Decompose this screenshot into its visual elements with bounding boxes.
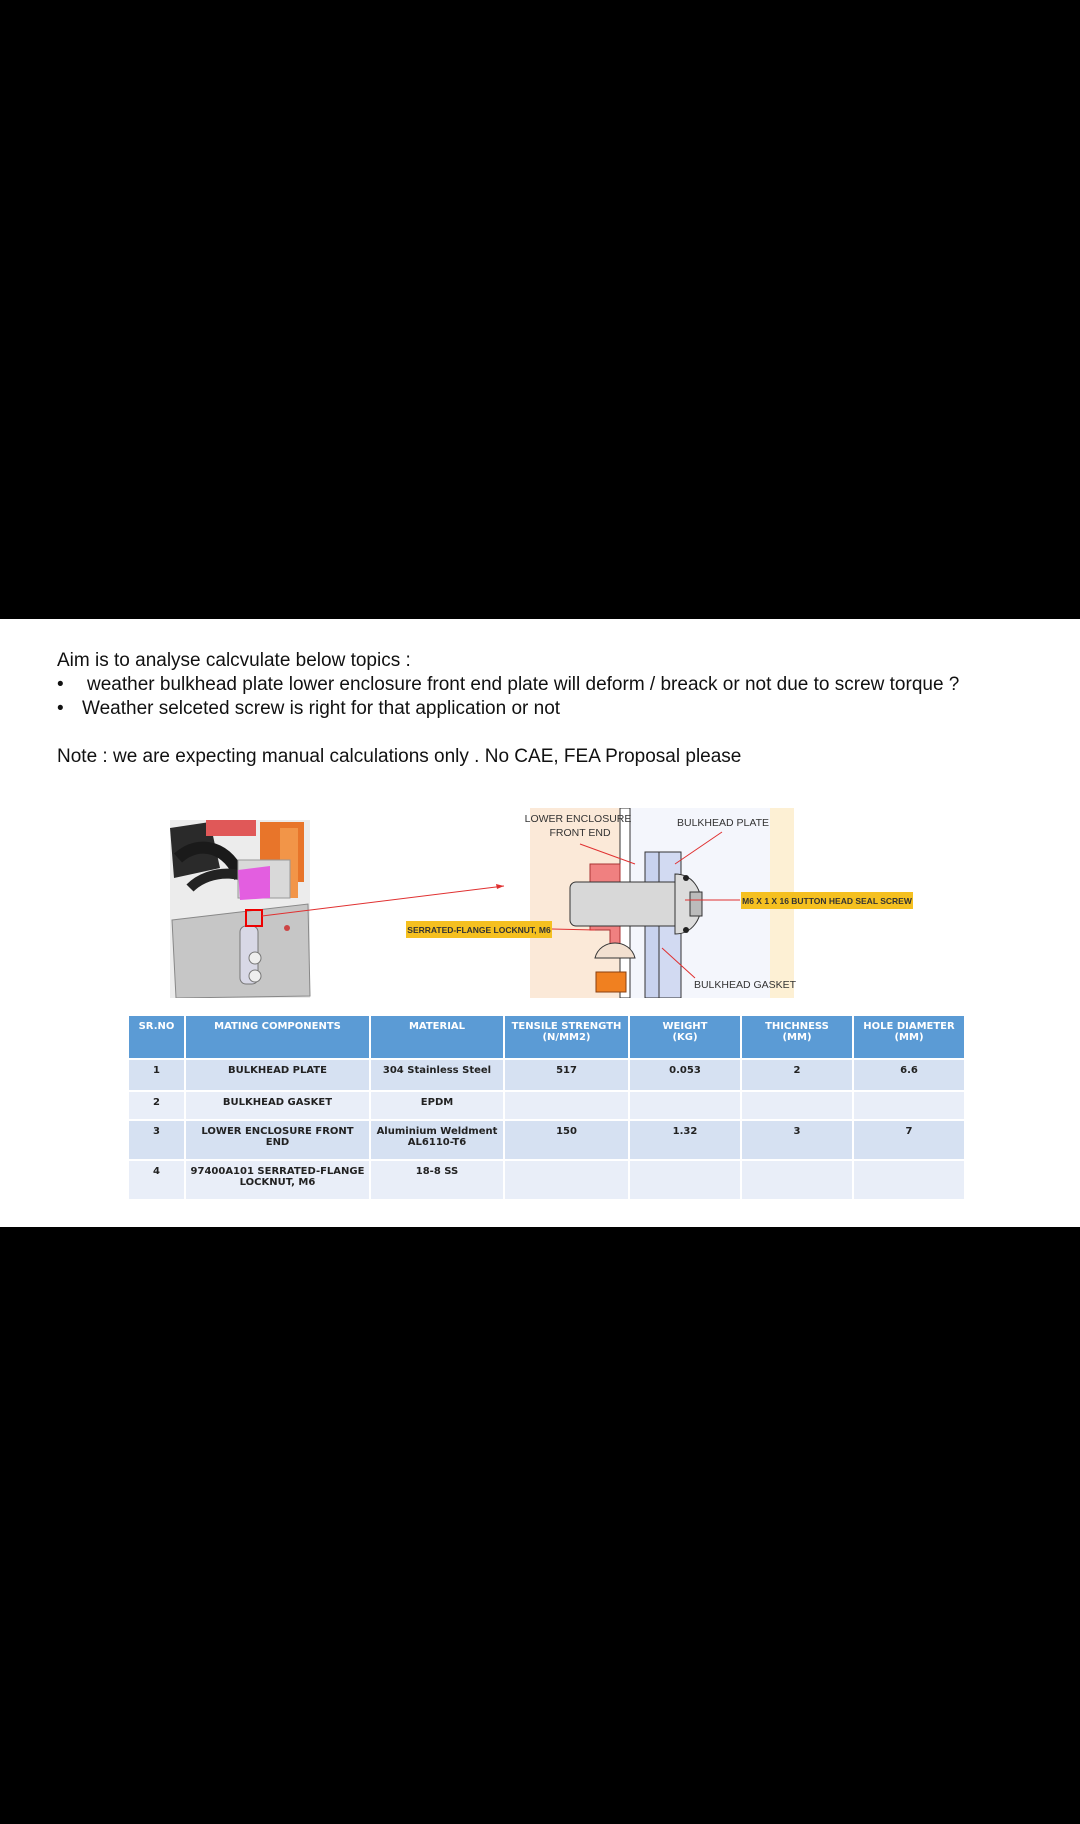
cell-sr: 2: [129, 1092, 184, 1119]
aim-bullet-1: [57, 673, 1057, 697]
cell-hole: [854, 1092, 964, 1119]
header-sr-no: SR.NO: [129, 1016, 184, 1058]
cell-component: LOWER ENCLOSURE FRONT END: [186, 1121, 369, 1159]
label-gasket: BULKHEAD GASKET: [693, 979, 797, 991]
label-screw: M6 X 1 X 16 BUTTON HEAD SEAL SCREW: [742, 896, 912, 906]
header-tensile-strength: TENSILE STRENGTH (N/MM2): [505, 1016, 628, 1058]
cell-hole: 7: [854, 1121, 964, 1159]
cell-tensile: [505, 1161, 628, 1199]
table-row: [129, 1092, 964, 1119]
aim-bullet-text: Weather selceted screw is right for that application or not: [82, 698, 561, 719]
components-table: [127, 1014, 966, 1201]
cell-component: BULKHEAD PLATE: [186, 1060, 369, 1090]
cell-material: 18-8 SS: [371, 1161, 503, 1199]
cell-weight: [630, 1092, 740, 1119]
enclosure-isometric-image: [170, 820, 310, 998]
header-mating-components: MATING COMPONENTS: [186, 1016, 369, 1058]
aim-heading: Aim is to analyse calcvulate below topics :: [57, 650, 411, 671]
header-weight: WEIGHT (KG): [630, 1016, 740, 1058]
cell-tensile: 150: [505, 1121, 628, 1159]
note-text: Note : we are expecting manual calculations only . No CAE, FEA Proposal please: [57, 746, 742, 767]
cell-sr: 3: [129, 1121, 184, 1159]
cell-weight: 1.32: [630, 1121, 740, 1159]
cell-tensile: [505, 1092, 628, 1119]
label-locknut: SERRATED-FLANGE LOCKNUT, M6: [407, 925, 551, 935]
cell-weight: 0.053: [630, 1060, 740, 1090]
aim-bullet-text: weather bulkhead plate lower enclosure front end plate will deform / breack or not due to screw torque ?: [87, 674, 960, 695]
cell-thickness: 3: [742, 1121, 852, 1159]
table-row: [129, 1161, 964, 1199]
cell-material: EPDM: [371, 1092, 503, 1119]
cell-sr: 4: [129, 1161, 184, 1199]
cell-component: 97400A101 SERRATED-FLANGE LOCKNUT, M6: [186, 1161, 369, 1199]
bullet-dot: •: [57, 674, 64, 695]
assembly-figure: [170, 808, 920, 998]
cell-tensile: 517: [505, 1060, 628, 1090]
cell-hole: 6.6: [854, 1060, 964, 1090]
cell-material: 304 Stainless Steel: [371, 1060, 503, 1090]
table-row: [129, 1060, 964, 1090]
label-bulkhead-plate: BULKHEAD PLATE: [676, 817, 770, 829]
header-hole-diameter: HOLE DIAMETER (MM): [854, 1016, 964, 1058]
label-lower-enclosure-2: FRONT END: [549, 827, 611, 839]
bullet-dot: •: [57, 698, 64, 719]
cell-thickness: [742, 1161, 852, 1199]
label-lower-enclosure: LOWER ENCLOSURE: [524, 813, 632, 825]
slide: [0, 619, 1080, 1227]
table-header-row: [129, 1016, 964, 1058]
cell-weight: [630, 1161, 740, 1199]
table-row: [129, 1121, 964, 1159]
cell-thickness: [742, 1092, 852, 1119]
cell-component: BULKHEAD GASKET: [186, 1092, 369, 1119]
header-thickness: THICHNESS (MM): [742, 1016, 852, 1058]
cell-hole: [854, 1161, 964, 1199]
cell-material: Aluminium Weldment AL6110-T6: [371, 1121, 503, 1159]
aim-bullet-2: [57, 697, 1057, 721]
cell-thickness: 2: [742, 1060, 852, 1090]
header-material: MATERIAL: [371, 1016, 503, 1058]
aim-section: [57, 649, 1057, 769]
cell-sr: 1: [129, 1060, 184, 1090]
